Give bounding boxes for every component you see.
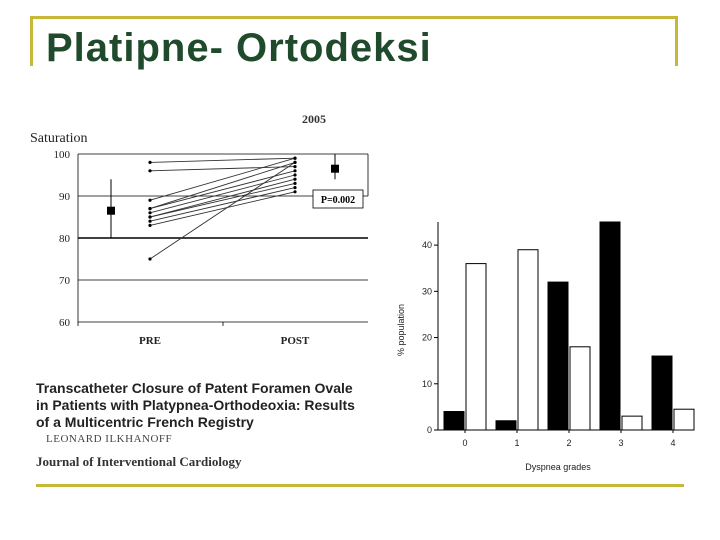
x-tick-label: POST <box>280 335 310 347</box>
patient-line-4 <box>150 162 295 208</box>
y-tick-label: 40 <box>421 240 432 251</box>
y-tick-label: 80 <box>59 233 70 245</box>
y-tick-label: 70 <box>59 275 70 287</box>
bar-2-series-2 <box>570 347 590 430</box>
year-label: 2005 <box>302 112 326 126</box>
x-tick-label: 4 <box>670 438 676 448</box>
pre-point <box>148 207 151 210</box>
patient-line-9 <box>150 188 295 222</box>
patient-line-1 <box>150 158 295 162</box>
y-axis-title: % population <box>396 303 406 357</box>
bar-3-series-1 <box>600 222 620 430</box>
x-tick-label: 2 <box>566 438 572 448</box>
post-point <box>293 186 296 189</box>
saturation-line-chart <box>30 112 368 347</box>
post-mean-marker <box>331 165 339 173</box>
slide-title: Platipne- Ortodeksi <box>46 26 432 70</box>
patient-line-7 <box>150 179 295 217</box>
article-author: LEONARD ILKHANOFF <box>46 433 173 445</box>
bar-1-series-2 <box>518 250 538 430</box>
article-title: Transcatheter Closure of Patent Foramen Ovale in Patients with Platypnea-Orthodeoxia: Results of a Multicentric French Registry <box>36 380 355 430</box>
bar-3-series-2 <box>622 416 642 430</box>
post-point <box>293 169 296 172</box>
post-point <box>293 190 296 193</box>
pre-mean-marker <box>107 207 115 215</box>
x-tick-label: PRE <box>139 335 161 347</box>
bar-1-series-1 <box>496 421 516 430</box>
bar-4-series-2 <box>674 409 694 430</box>
post-point <box>293 165 296 168</box>
pre-point <box>148 199 151 202</box>
patient-line-11 <box>150 162 295 259</box>
x-axis-title: Dyspnea grades <box>525 462 591 472</box>
pre-point <box>148 169 151 172</box>
post-point <box>293 178 296 181</box>
bar-4-series-1 <box>652 356 672 430</box>
post-point <box>293 161 296 164</box>
patient-line-10 <box>150 192 295 226</box>
post-point <box>293 173 296 176</box>
x-tick-label: 1 <box>514 438 520 448</box>
chart-title: Saturation <box>30 131 88 146</box>
patient-line-8 <box>150 183 295 217</box>
post-point <box>293 157 296 160</box>
pre-point <box>148 224 151 227</box>
pre-point <box>148 215 151 218</box>
x-tick-label: 0 <box>462 438 468 448</box>
bar-0-series-2 <box>466 264 486 430</box>
y-tick-label: 0 <box>426 425 432 435</box>
y-tick-label: 20 <box>421 332 432 343</box>
x-tick-label: 3 <box>618 438 624 448</box>
pre-point <box>148 161 151 164</box>
bar-0-series-1 <box>444 412 464 430</box>
y-tick-label: 90 <box>59 191 70 203</box>
y-tick-label: 60 <box>59 317 70 329</box>
pre-point <box>148 257 151 260</box>
post-point <box>293 182 296 185</box>
pre-point <box>148 220 151 223</box>
dyspnea-bar-chart <box>396 222 694 472</box>
p-value-annotation: P=0.002 <box>320 195 356 206</box>
patient-line-2 <box>150 167 295 171</box>
bar-2-series-1 <box>548 282 568 430</box>
y-tick-label: 100 <box>53 149 70 161</box>
y-tick-label: 10 <box>421 378 432 389</box>
y-tick-label: 30 <box>421 286 432 297</box>
pre-point <box>148 211 151 214</box>
journal-name: Journal of Interventional Cardiology <box>36 454 242 469</box>
